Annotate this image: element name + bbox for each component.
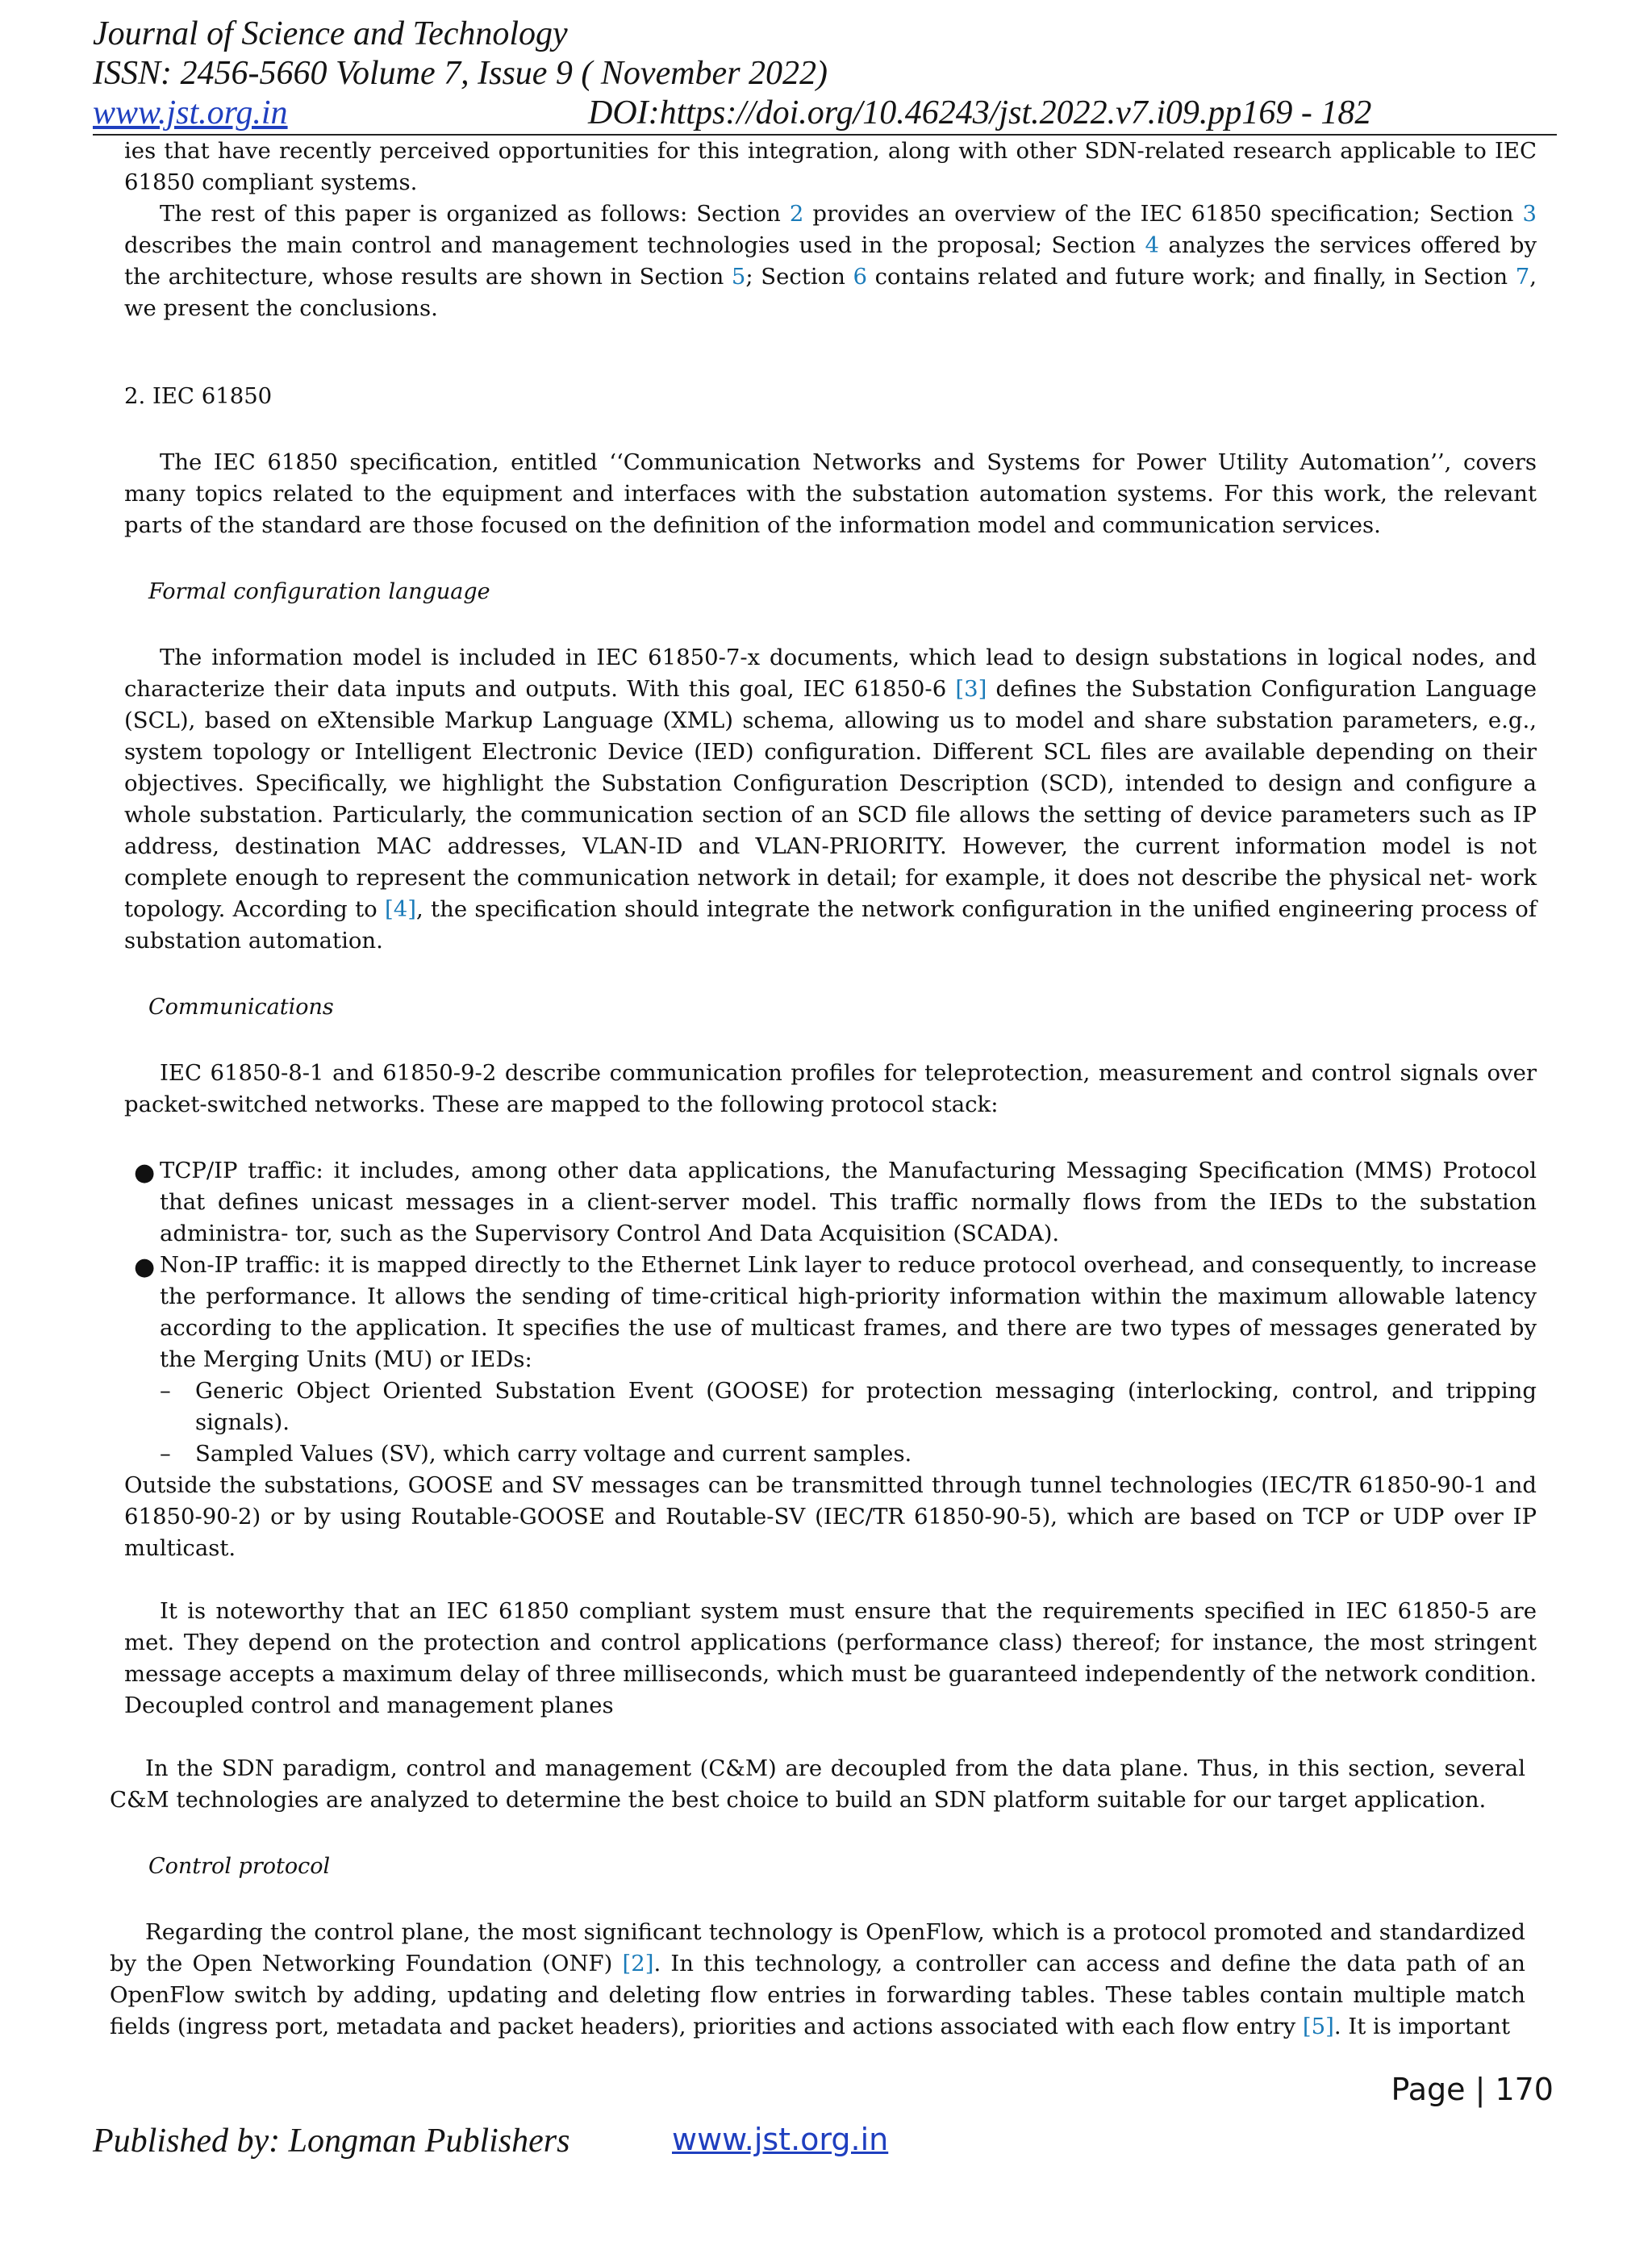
section-3-link[interactable]: 3 <box>1522 201 1537 227</box>
protocol-stack-list <box>124 1155 1537 1375</box>
doi-text: DOI:https://doi.org/10.46243/jst.2022.v7.i09.pp169 - 182 <box>588 94 1372 131</box>
bullet-icon: ● <box>134 1253 156 1281</box>
page-number: Page | 170 <box>1391 2072 1554 2107</box>
reference-2-link[interactable]: [2] <box>622 1951 654 1976</box>
iec-61850-paragraph: The IEC 61850 specification, entitled ‘‘Communication Networks and Systems for Power Utility Automation’’, covers many topics related to the equipment and interfaces with the substation automation systems. For this work, the relevant parts of the standard are those focused on the definition of the information model and communication services. <box>124 449 1537 538</box>
list-item: – Sampled Values (SV), which carry voltage and current samples. <box>124 1438 1537 1470</box>
publisher-footer: Published by: Longman Publishers <box>93 2123 570 2160</box>
control-protocol-paragraph: Regarding the control plane, the most significant technology is OpenFlow, which is a protocol promoted and standardized by the Open Networking Foundation (ONF) [2]. In this technology, a controller can access and define the data path of an OpenFlow switch by adding, updating and deleting flow entries in forwarding tables. These tables contain multiple match fields (ingress port, metadata and packet headers), priorities and actions associated with each flow entry [5]. It is important <box>110 1919 1526 2039</box>
formal-configuration-paragraph: The information model is included in IEC 61850-7-x documents, which lead to design substations in logical nodes, and characterize their data inputs and outputs. With this goal, IEC 61850-6 [3] defines the Substation Configuration Language (SCL), based on eXtensible Markup Language (XML) schema, allowing us to model and share substation parameters, e.g., system topology or Intelligent Electronic Device (IED) configuration. Different SCL files are available depending on their objectives. Specifically, we highlight the Substation Configuration Description (SCD), intended to design and configure a whole substation. Particularly, the communication section of an SCD file allows the setting of device parameters such as IP address, destination MAC addresses, VLAN-ID and VLAN-PRIORITY. However, the current information model is not complete enough to represent the communication network in detail; for example, it does not describe the physical net- work topology. According to [4], the specification should integrate the network configuration in the unified engineering process of substation automation. <box>124 645 1537 954</box>
issn-line: ISSN: 2456-5660 Volume 7, Issue 9 ( November 2022) <box>93 55 828 92</box>
list-item: ● Non-IP traffic: it is mapped directly to the Ethernet Link layer to reduce protocol overhead, and consequently, to increase the performance. It allows the sending of time-critical high-priority information within the maximum allowable latency according to the application. It specifies the use of multicast frames, and there are two types of messages generated by the Merging Units (MU) or IEDs: <box>134 1252 1537 1372</box>
section-6-link[interactable]: 6 <box>853 264 868 290</box>
dash-icon: – <box>160 1441 171 1467</box>
communications-intro: IEC 61850-8-1 and 61850-9-2 describe communication profiles for teleprotection, measurement and control signals over packet-switched networks. These are mapped to the following protocol stack: <box>124 1060 1537 1117</box>
section-2-link[interactable]: 2 <box>789 201 804 227</box>
list-item: – Generic Object Oriented Substation Event (GOOSE) for protection messaging (interlocking, control, and tripping signals). <box>124 1375 1537 1438</box>
journal-title: Journal of Science and Technology <box>93 15 568 52</box>
section-4-link[interactable]: 4 <box>1145 232 1160 258</box>
message-types-list <box>124 1375 1537 1470</box>
reference-5-link[interactable]: [5] <box>1302 2014 1334 2039</box>
section-7-link[interactable]: 7 <box>1515 264 1530 290</box>
section-5-link[interactable]: 5 <box>731 264 746 290</box>
requirements-paragraph: It is noteworthy that an IEC 61850 compliant system must ensure that the requirements specified in IEC 61850-5 are met. They depend on the protection and control applications (performance class) thereof; for instance, the most stringent message accepts a maximum delay of three milliseconds, which must be guaranteed independently of the network condition. Decoupled control and management planes <box>124 1598 1537 1718</box>
reference-4-link[interactable]: [4] <box>385 896 416 922</box>
dash-icon: – <box>160 1378 171 1404</box>
journal-website-link[interactable]: www.jst.org.in <box>93 94 288 131</box>
list-item: ● TCP/IP traffic: it includes, among other data applications, the Manufacturing Messaging Specification (MMS) Protocol that defines unicast messages in a client-server model. This traffic normally flows from the IEDs to the substation administra- tor, such as the Supervisory Control And Data Acquisition (SCADA). <box>134 1158 1537 1246</box>
control-protocol-heading: Control protocol <box>148 1854 331 1879</box>
formal-configuration-heading: Formal configuration language <box>148 579 490 604</box>
paragraph-gap <box>124 1564 1537 1596</box>
paper-organization-paragraph: The rest of this paper is organized as follows: Section 2 provides an overview of the IEC 61850 specification; Section 3 describes the main control and management technologies used in the proposal; Section 4 analyzes the services offered by the architecture, whose results are shown in Section 5; Section 6 contains related and future work; and finally, in Section 7, we present the conclusions. <box>124 201 1537 321</box>
paragraph-gap <box>124 1722 1537 1753</box>
reference-3-link[interactable]: [3] <box>955 676 987 702</box>
journal-header <box>93 15 1557 133</box>
article-body <box>110 136 1537 2043</box>
sdn-paradigm-paragraph: In the SDN paradigm, control and management (C&M) are decoupled from the data plane. Thus, in this section, several C&M technologies are analyzed to determine the best choice to build an SDN platform suitable for our target application. <box>110 1755 1525 1813</box>
communications-heading: Communications <box>148 995 334 1020</box>
outside-substations-paragraph: Outside the substations, GOOSE and SV messages can be transmitted through tunnel technologies (IEC/TR 61850-90-1 and 61850-90-2) or by using Routable-GOOSE and Routable-SV (IEC/TR 61850-90-5), which are based on TCP or UDP over IP multicast. <box>124 1472 1537 1561</box>
bullet-icon: ● <box>134 1158 156 1187</box>
intro-carry-over: ies that have recently perceived opportunities for this integration, along with other SDN-related research applicable to IEC 61850 compliant systems. <box>124 138 1537 195</box>
footer-website-link[interactable]: www.jst.org.in <box>672 2122 889 2157</box>
section-2-title: 2. IEC 61850 <box>124 383 273 409</box>
